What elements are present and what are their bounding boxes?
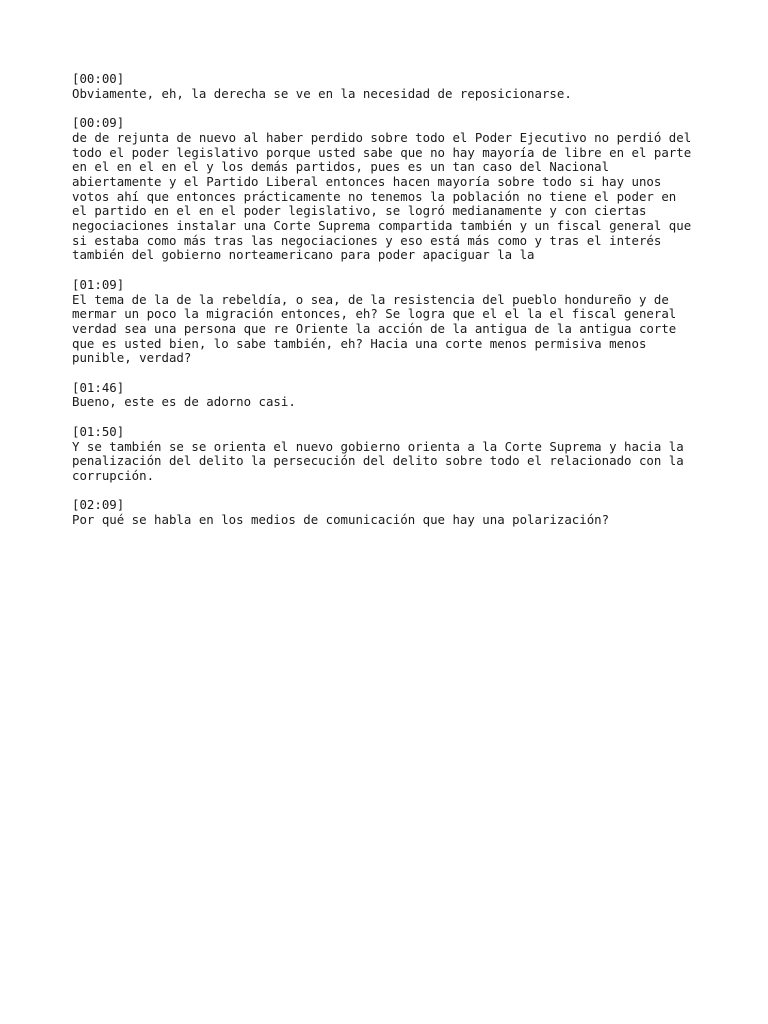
segment-text: Bueno, este es de adorno casi. bbox=[72, 394, 296, 410]
segment-text: El tema de la de la rebeldía, o sea, de la resistencia del pueblo hondureño y de mermar un poco la migración entonces, eh? Se logra que el el la el fiscal general verdad sea una persona que re Oriente la acción de la antigua de la antigua corte que es usted bien, lo sabe también, eh? Hacia una corte menos permisiva menos punible, verdad? bbox=[72, 291, 677, 366]
segment-text: de de rejunta de nuevo al haber perdido sobre todo el Poder Ejecutivo no perdió del todo el poder legislativo porque usted sabe que no hay mayoría de libre en el parte en el en el en el y los demás partidos, pues es un tan caso del Nacional abiertamente y el Partido Liberal entonces hacen mayoría sobre todo si hay unos votos ahí que entonces prácticamente no tenemos la población no tiene el poder en el partido en el en el poder legislativo, se logró medianamente y con ciertas negociaciones instalar una Corte Suprema compartida también y un fiscal general que si estaba como más tras las negociaciones y eso está más como y tras el interés también del gobierno norteamericano para poder apaciguar la la bbox=[72, 129, 692, 263]
segment-timestamp: [01:50] bbox=[72, 423, 125, 439]
segment-timestamp: [00:00] bbox=[72, 71, 125, 86]
segment-timestamp: [01:46] bbox=[72, 379, 125, 395]
transcript-segment bbox=[72, 425, 702, 484]
transcript-segment bbox=[72, 116, 702, 263]
segment-text: Obviamente, eh, la derecha se ve en la necesidad de reposicionarse. bbox=[72, 85, 572, 101]
segment-text: Y se también se se orienta el nuevo gobierno orienta a la Corte Suprema y hacia la penalización del delito la persecución del delito sobre todo el relacionado con la corrupción. bbox=[72, 438, 684, 483]
transcript-segment bbox=[72, 381, 702, 410]
segment-text: Por qué se habla en los medios de comunicación que hay una polarización? bbox=[72, 512, 610, 528]
transcript-page bbox=[72, 72, 702, 542]
segment-timestamp: [01:09] bbox=[72, 276, 125, 292]
transcript-segment bbox=[72, 278, 702, 366]
transcript-segment bbox=[72, 72, 702, 101]
segment-timestamp: [00:09] bbox=[72, 115, 125, 131]
transcript-segment bbox=[72, 498, 702, 527]
segment-timestamp: [02:09] bbox=[72, 497, 125, 513]
